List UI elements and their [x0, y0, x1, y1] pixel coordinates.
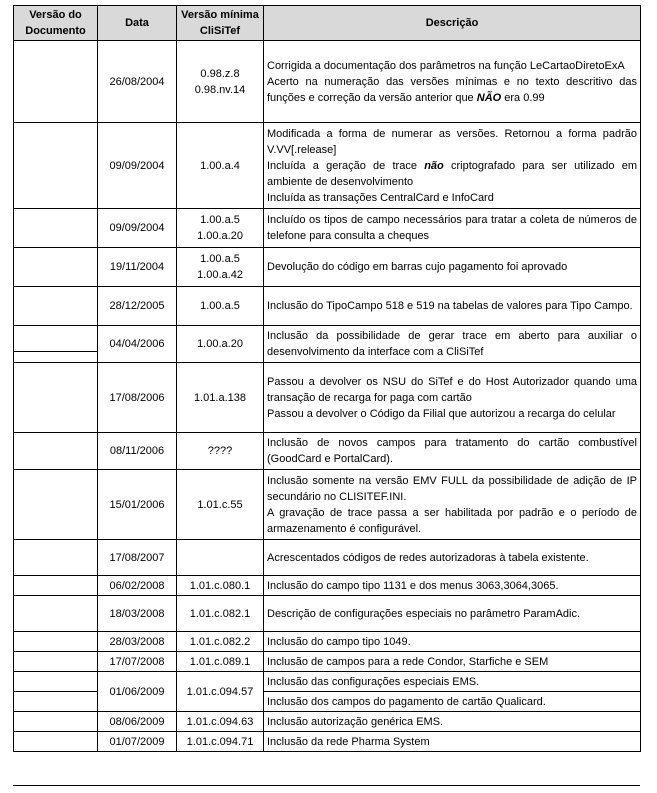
table-row: [14, 209, 641, 248]
min-version-value: 1.00.a.42: [197, 269, 243, 281]
doc-version-cell: [14, 123, 98, 209]
description-cell: Descrição de configurações especiais no parâmetro ParamAdic.: [264, 596, 641, 632]
date-cell: 08/11/2006: [98, 433, 177, 470]
min-version-cell: ????: [177, 433, 264, 470]
description-line: Passou a devolver o Código da Filial que autorizou a recarga do celular: [267, 407, 616, 420]
doc-version-cell: [14, 672, 98, 692]
table-row: [14, 41, 641, 123]
min-version-cell: 1.00.a.20: [177, 326, 264, 363]
doc-version-cell: [14, 470, 98, 540]
description-line: Modificada a forma de numerar as versões. Retornou a forma padrão V.VV[.release]: [267, 127, 637, 156]
doc-version-cell: [14, 652, 98, 672]
description-cell: Inclusão de campos para a rede Condor, Starfiche e SEM: [264, 652, 641, 672]
date-cell: 01/06/2009: [98, 672, 177, 712]
header-doc-version: Versão do Documento: [14, 6, 98, 41]
revision-history-table: [13, 5, 641, 752]
table-row: [14, 540, 641, 576]
table-row: [14, 470, 641, 540]
min-version-cell: 1.00.a.5: [177, 287, 264, 326]
description-cell: Incluído os tipos de campo necessários para tratar a coleta de números de telefone para consulta a cheques: [264, 209, 641, 248]
description-line: Incluída as transações CentralCard e InfoCard: [267, 191, 494, 204]
min-version-cell: [177, 540, 264, 576]
doc-version-cell: [14, 632, 98, 652]
date-cell: 15/01/2006: [98, 470, 177, 540]
description-text: Acerto na numeração das versões mínimas e no texto descritivo das funções e correção da versão anterior que: [267, 75, 637, 104]
min-version-cell: 1.01.c.55: [177, 470, 264, 540]
doc-version-cell: [14, 692, 98, 712]
table-row: [14, 248, 641, 287]
doc-version-cell: [14, 732, 98, 752]
doc-version-cell: [14, 248, 98, 287]
date-cell: 01/07/2009: [98, 732, 177, 752]
doc-version-cell: [14, 209, 98, 248]
doc-version-cell: [14, 433, 98, 470]
min-version-cell: 1.01.c.094.71: [177, 732, 264, 752]
date-cell: 04/04/2006: [98, 326, 177, 363]
description-cell: [264, 123, 641, 209]
min-version-cell: 1.01.c.094.57: [177, 672, 264, 712]
description-line: Inclusão somente na versão EMV FULL da possibilidade de adição de IP secundário no CLISITEF.INI.: [267, 474, 637, 503]
date-cell: 28/12/2005: [98, 287, 177, 326]
description-cell: [264, 363, 641, 433]
description-line: Corrigida a documentação dos parâmetros na função LeCartaoDiretoExA: [267, 59, 625, 72]
min-version-value: 0.98.nv.14: [194, 83, 246, 96]
table-row: [14, 596, 641, 632]
doc-version-cell: [14, 540, 98, 576]
doc-version-split: [13, 337, 98, 352]
header-min-version: Versão mínima CliSiTef: [177, 6, 264, 41]
min-version-value: 1.00.a.5: [200, 214, 240, 226]
doc-version-cell: [14, 41, 98, 123]
date-cell: 26/08/2004: [98, 41, 177, 123]
table-row: [14, 732, 641, 752]
table-header-row: [14, 6, 641, 41]
description-cell: Devolução do código em barras cujo pagamento foi aprovado: [264, 248, 641, 287]
table-row: [14, 287, 641, 326]
description-text: criptografado para ser utilizado em ambiente de desenvolvimento: [267, 159, 637, 188]
table-row: [14, 326, 641, 363]
footer-divider: [13, 785, 640, 786]
min-version-value: 0.98.z.8: [200, 67, 240, 80]
description-line: A gravação de trace passa a ser habilitada por padrão e o período de armazenamento é configurável.: [267, 506, 637, 535]
description-line: Passou a devolver os NSU do SiTef e do Host Autorizador quando uma transação de recarga for paga com cartão: [267, 375, 637, 404]
doc-version-cell: [14, 576, 98, 596]
doc-version-cell: [14, 287, 98, 326]
header-description: Descrição: [264, 6, 641, 41]
min-version-cell: 1.01.c.094.63: [177, 712, 264, 732]
table-row: [14, 433, 641, 470]
table-row: [14, 712, 641, 732]
description-cell: Inclusão dos campos do pagamento de cartão Qualicard.: [264, 692, 641, 712]
table-row: [14, 576, 641, 596]
description-text: era 0.99: [504, 91, 545, 104]
min-version-cell: [177, 41, 264, 123]
description-cell: Inclusão da possibilidade de gerar trace em aberto para auxiliar o desenvolvimento da interface com a CliSiTef: [264, 326, 641, 363]
date-cell: 17/07/2008: [98, 652, 177, 672]
description-cell: Acrescentados códigos de redes autorizadoras à tabela existente.: [264, 540, 641, 576]
min-version-value: 1.00.a.5: [200, 253, 240, 265]
description-cell: Inclusão das configurações especiais EMS.: [264, 672, 641, 692]
table-row: [14, 123, 641, 209]
description-line: [267, 74, 637, 106]
table-row: [14, 652, 641, 672]
min-version-cell: 1.01.c.089.1: [177, 652, 264, 672]
header-date: Data: [98, 6, 177, 41]
description-cell: Inclusão da rede Pharma System: [264, 732, 641, 752]
date-cell: 17/08/2006: [98, 363, 177, 433]
min-version-cell: 1.01.c.082.2: [177, 632, 264, 652]
date-cell: 17/08/2007: [98, 540, 177, 576]
doc-version-cell: [14, 363, 98, 433]
table-row: [14, 632, 641, 652]
date-cell: 28/03/2008: [98, 632, 177, 652]
description-cell: Inclusão do campo tipo 1049.: [264, 632, 641, 652]
description-cell: Inclusão do TipoCampo 518 e 519 na tabelas de valores para Tipo Campo.: [264, 287, 641, 326]
date-cell: 09/09/2004: [98, 209, 177, 248]
emphasis-text: NÃO: [476, 91, 502, 104]
description-cell: Inclusão de novos campos para tratamento do cartão combustível (GoodCard e PortalCard).: [264, 433, 641, 470]
description-cell: Inclusão autorização genérica EMS.: [264, 712, 641, 732]
emphasis-text: não: [424, 159, 444, 172]
description-cell: [264, 470, 641, 540]
doc-version-cell: [14, 326, 98, 363]
min-version-cell: 1.01.a.138: [177, 363, 264, 433]
description-cell: [264, 41, 641, 123]
min-version-cell: 1.01.c.082.1: [177, 596, 264, 632]
doc-version-cell: [14, 596, 98, 632]
description-text: Incluída a geração de trace: [267, 159, 417, 172]
doc-version-cell: [14, 712, 98, 732]
min-version-cell: [177, 248, 264, 287]
min-version-cell: 1.00.a.4: [177, 123, 264, 209]
date-cell: 06/02/2008: [98, 576, 177, 596]
table-row: [14, 363, 641, 433]
min-version-value: 1.00.a.20: [197, 230, 243, 242]
date-cell: 18/03/2008: [98, 596, 177, 632]
table-row: [14, 672, 641, 692]
min-version-cell: [177, 209, 264, 248]
date-cell: 09/09/2004: [98, 123, 177, 209]
min-version-cell: 1.01.c.080.1: [177, 576, 264, 596]
date-cell: 19/11/2004: [98, 248, 177, 287]
date-cell: 08/06/2009: [98, 712, 177, 732]
description-cell: Inclusão do campo tipo 1131 e dos menus 3063,3064,3065.: [264, 576, 641, 596]
description-line: [267, 158, 637, 190]
